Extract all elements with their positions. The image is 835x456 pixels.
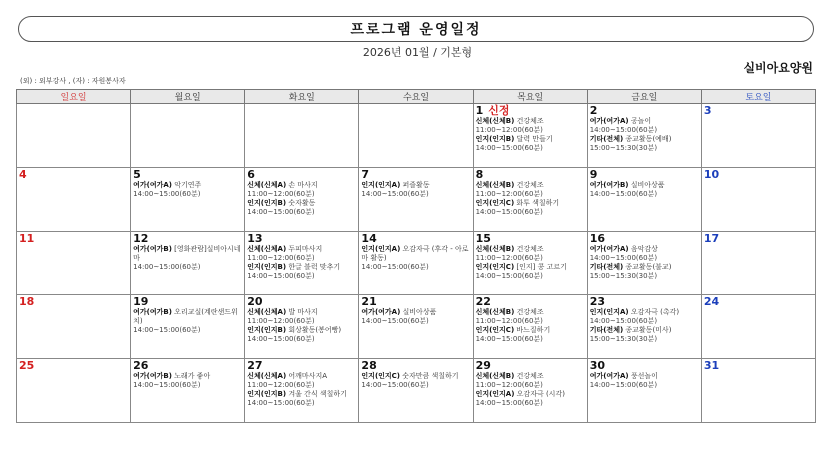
weekday-header: 화요일	[245, 90, 359, 104]
activity-name: 화투 색칠하기	[516, 198, 560, 207]
activity-category: 신체(신체B)	[475, 308, 515, 317]
activity-time: 15:00~15:30(30분)	[589, 271, 658, 280]
calendar-day-cell[interactable]	[587, 167, 701, 231]
activity-entry	[590, 245, 699, 263]
activity-category: 신체(신체B)	[475, 180, 515, 189]
weekday-header: 금요일	[587, 90, 701, 104]
calendar-day-cell[interactable]	[245, 359, 359, 423]
activity-entry	[133, 181, 242, 199]
day-number-text: 3	[703, 104, 712, 117]
calendar-day-cell[interactable]	[473, 295, 587, 359]
activity-category: 신체(신체B)	[475, 372, 515, 381]
activity-name: 풍선놀이	[630, 372, 658, 381]
calendar-day-cell[interactable]	[245, 295, 359, 359]
activity-category: 여가(여가B)	[133, 244, 172, 253]
day-number-text: 19	[133, 295, 149, 309]
activity-name: 발 마사지	[288, 308, 318, 317]
activity-time: 14:00~15:00(60분)	[133, 189, 201, 198]
activity-time: 11:00~12:00(60분)	[247, 189, 315, 198]
day-number	[133, 296, 242, 308]
activity-name: 손 마사지	[288, 180, 318, 189]
calendar-day-cell[interactable]	[701, 167, 815, 231]
calendar-week-row	[17, 231, 816, 295]
activity-category: 여가(여가B)	[589, 180, 629, 189]
activity-name: 건강체조	[516, 244, 544, 253]
activity-entry	[590, 181, 699, 199]
activity-time: 14:00~15:00(60분)	[247, 271, 315, 280]
activity-category: 여가(여가B)	[133, 372, 172, 381]
day-number-text: 30	[589, 359, 606, 373]
calendar-day-cell[interactable]	[131, 231, 245, 295]
activity-category: 신체(신체A)	[247, 372, 287, 381]
activity-entry	[590, 263, 699, 281]
calendar-day-cell[interactable]	[17, 231, 131, 295]
activity-entry	[476, 308, 585, 326]
activity-entry	[476, 390, 585, 408]
legend-note: (외) : 외부강사 , (자) : 자원봉사자	[20, 77, 126, 85]
activity-category: 신체(신체B)	[475, 117, 515, 125]
day-number	[133, 233, 242, 245]
calendar-day-cell[interactable]	[131, 295, 245, 359]
activity-name: 회상활동(봉어빵)	[288, 326, 342, 335]
calendar-day-cell[interactable]	[17, 359, 131, 423]
day-number	[704, 360, 813, 372]
activity-time: 14:00~15:00(60분)	[589, 381, 658, 390]
activity-name: 종교활동(미사)	[625, 326, 672, 335]
activity-name: 건강체조	[516, 372, 544, 381]
activity-entry	[476, 263, 585, 281]
activity-time: 11:00~12:00(60분)	[475, 317, 543, 326]
activity-name: 노래가 좋아	[174, 372, 211, 381]
activity-name: 퍼즐활동	[402, 180, 430, 189]
activity-category: 여가(여가B)	[133, 308, 172, 317]
activity-entry	[247, 390, 356, 408]
activity-name: 바느질하기	[516, 326, 551, 335]
calendar-week-row	[17, 104, 816, 168]
calendar-day-cell[interactable]	[359, 167, 473, 231]
activity-time: 11:00~12:00(60분)	[247, 253, 315, 262]
activity-category: 기타(전체)	[589, 326, 624, 335]
activity-category: 인지(인지C)	[475, 326, 515, 335]
calendar-day-cell[interactable]	[587, 104, 701, 168]
activity-time: 11:00~12:00(60분)	[475, 253, 543, 262]
day-number-text: 14	[361, 231, 377, 245]
activity-time: 15:00~15:30(30분)	[589, 144, 658, 152]
activity-time: 14:00~15:00(60분)	[475, 335, 543, 344]
activity-name: 달력 만들기	[516, 135, 553, 143]
day-number	[361, 296, 470, 308]
activity-time: 14:00~15:00(60분)	[475, 399, 543, 408]
activity-name: 숫자활동	[288, 198, 316, 207]
day-number-text: 21	[361, 295, 377, 309]
day-number-text: 31	[703, 359, 720, 373]
calendar-day-cell[interactable]	[701, 295, 815, 359]
day-number-text: 29	[475, 359, 491, 373]
calendar-day-cell[interactable]	[473, 167, 587, 231]
activity-time: 14:00~15:00(60분)	[361, 317, 429, 326]
page-subtitle: 2026년 01월 / 기본형	[362, 46, 473, 59]
activity-time: 11:00~12:00(60분)	[247, 381, 315, 390]
activity-time: 14:00~15:00(60분)	[361, 189, 429, 198]
activity-time: 14:00~15:00(60분)	[361, 381, 429, 390]
day-number-text: 4	[19, 167, 27, 181]
activity-entry	[247, 199, 356, 217]
activity-entry	[590, 135, 699, 153]
activity-time: 14:00~15:00(60분)	[589, 126, 658, 134]
day-number-text: 23	[589, 295, 606, 309]
activity-time: 11:00~12:00(60분)	[475, 126, 543, 134]
day-number	[590, 105, 699, 117]
activity-name: 실비아상품	[402, 308, 437, 317]
calendar-day-cell[interactable]	[359, 104, 473, 168]
activity-time: 14:00~15:00(60분)	[589, 253, 658, 262]
activity-time: 14:00~15:00(60분)	[361, 262, 429, 271]
calendar-day-cell[interactable]	[245, 104, 359, 168]
day-number-text: 10	[703, 167, 720, 181]
activity-category: 신체(신체A)	[247, 244, 287, 253]
day-number	[247, 296, 356, 308]
activity-name: 종교활동(불교)	[625, 262, 672, 271]
calendar-day-cell[interactable]	[587, 359, 701, 423]
activity-name: 오감자극 (촉각)	[630, 308, 680, 317]
activity-name: 오감자극 (후각 - 아로마 활동)	[361, 244, 469, 262]
calendar-day-cell[interactable]	[131, 104, 245, 168]
activity-entry	[133, 372, 242, 390]
activity-category: 인지(인지C)	[475, 198, 515, 207]
day-number	[361, 169, 470, 181]
day-number	[476, 169, 585, 181]
activity-entry	[476, 326, 585, 344]
activity-category: 여가(여가A)	[133, 180, 173, 189]
activity-time: 14:00~15:00(60분)	[247, 335, 315, 344]
calendar-week-row	[17, 359, 816, 423]
activity-category: 신체(신체B)	[475, 244, 515, 253]
calendar-day-cell[interactable]	[587, 295, 701, 359]
activity-category: 여가(여가A)	[361, 308, 401, 317]
activity-entry	[247, 326, 356, 344]
activity-time: 11:00~12:00(60분)	[475, 381, 543, 390]
activity-name: 건강체조	[516, 308, 544, 317]
weekday-header: 토요일	[701, 90, 815, 104]
calendar-day-cell[interactable]	[359, 231, 473, 295]
calendar-day-cell[interactable]	[359, 295, 473, 359]
day-number-text: 20	[247, 295, 263, 309]
activity-entry	[361, 181, 470, 199]
day-number-text: 1	[475, 104, 484, 117]
activity-entry	[476, 135, 585, 153]
day-number	[704, 105, 813, 117]
calendar-day-cell[interactable]	[473, 104, 587, 168]
weekday-header: 월요일	[131, 90, 245, 104]
activity-category: 인지(인지B)	[247, 390, 287, 399]
day-number	[19, 169, 128, 181]
day-number-text: 26	[133, 359, 149, 373]
day-number	[19, 296, 128, 308]
activity-time: 14:00~15:00(60분)	[133, 262, 201, 271]
day-number	[476, 360, 585, 372]
activity-category: 여가(여가A)	[589, 117, 629, 125]
activity-category: 인지(인지C)	[475, 262, 515, 271]
day-number-text: 13	[247, 231, 263, 245]
activity-entry	[590, 326, 699, 344]
activity-time: 11:00~12:00(60분)	[475, 189, 543, 198]
activity-name: 건강체조	[516, 180, 544, 189]
day-number	[704, 233, 813, 245]
day-number	[704, 169, 813, 181]
day-number-text: 12	[133, 231, 149, 245]
calendar-week-row	[17, 295, 816, 359]
activity-time: 11:00~12:00(60분)	[247, 317, 315, 326]
day-number-text: 7	[361, 167, 370, 181]
activity-category: 신체(신체A)	[247, 180, 287, 189]
day-number	[590, 360, 699, 372]
calendar-day-cell[interactable]	[131, 167, 245, 231]
day-number-text: 18	[19, 295, 35, 309]
day-number	[247, 233, 356, 245]
day-number-text: 2	[589, 104, 598, 117]
calendar-day-cell[interactable]	[473, 231, 587, 295]
calendar-day-cell[interactable]	[245, 231, 359, 295]
activity-entry	[361, 372, 470, 390]
activity-name: 한글 블럭 맞추기	[288, 262, 341, 271]
organization-name: 실비아요양원	[743, 61, 813, 75]
day-number-text: 9	[589, 167, 598, 181]
calendar-day-cell[interactable]	[17, 167, 131, 231]
day-number	[133, 169, 242, 181]
day-number-text: 22	[475, 295, 491, 309]
day-number-text: 11	[19, 231, 35, 245]
calendar-day-cell[interactable]	[701, 359, 815, 423]
day-number	[361, 233, 470, 245]
activity-category: 인지(인지C)	[361, 372, 401, 381]
day-number	[476, 105, 585, 117]
activity-entry	[476, 372, 585, 390]
day-number	[19, 360, 128, 372]
activity-name: 숫자만큼 색칠하기	[402, 372, 459, 381]
activity-name: 어깨마사지A	[288, 372, 327, 381]
activity-entry	[133, 308, 242, 335]
activity-category: 인지(인지B)	[247, 198, 287, 207]
weekday-header: 일요일	[17, 90, 131, 104]
calendar-day-cell[interactable]	[131, 359, 245, 423]
day-number	[247, 360, 356, 372]
day-number-text: 6	[247, 167, 255, 181]
activity-category: 기타(전체)	[589, 135, 624, 143]
activity-name: [영화관람]실비아시네마	[133, 244, 241, 262]
activity-name: 오감자극 (시각)	[516, 390, 565, 399]
day-number-text: 16	[589, 231, 606, 245]
activity-time: 14:00~15:00(60분)	[133, 381, 201, 390]
activity-name: 종교활동(예배)	[625, 135, 672, 143]
activity-entry	[590, 117, 699, 135]
activity-category: 인지(인지A)	[589, 308, 629, 317]
activity-time: 14:00~15:00(60분)	[589, 189, 658, 198]
calendar-week-row	[17, 167, 816, 231]
day-number-text: 15	[475, 231, 491, 245]
calendar-day-cell[interactable]	[701, 231, 815, 295]
activity-time: 14:00~15:00(60분)	[247, 399, 315, 408]
activity-entry	[476, 181, 585, 199]
page-title: 프로그램 운영일정	[18, 16, 814, 42]
calendar-day-cell[interactable]	[245, 167, 359, 231]
activity-name: 겨울 간식 색칠하기	[288, 390, 347, 399]
weekday-header-row	[17, 90, 816, 104]
activity-name: 오리교실(계란샌드위치)	[133, 308, 238, 326]
activity-category: 여가(여가A)	[589, 372, 629, 381]
day-number-text: 24	[703, 295, 720, 309]
day-number-text: 25	[19, 359, 35, 373]
day-number	[590, 296, 699, 308]
day-number-text: 17	[703, 231, 720, 245]
activity-name: 공놀이	[630, 117, 652, 125]
calendar-body	[17, 104, 816, 423]
activity-time: 14:00~15:00(60분)	[475, 271, 543, 280]
day-number-text: 5	[133, 167, 141, 181]
activity-entry	[476, 199, 585, 217]
calendar-day-cell[interactable]	[473, 359, 587, 423]
activity-category: 여가(여가A)	[589, 244, 629, 253]
calendar-table	[16, 89, 816, 423]
activity-time: 14:00~15:00(60분)	[475, 144, 543, 152]
calendar-day-cell[interactable]	[587, 231, 701, 295]
activity-entry	[133, 245, 242, 272]
day-number-text: 28	[361, 359, 377, 373]
day-number	[476, 233, 585, 245]
activity-category: 인지(인지A)	[475, 390, 515, 399]
activity-name: [인지] 콩 고르기	[516, 262, 567, 271]
calendar-day-cell[interactable]	[17, 104, 131, 168]
activity-category: 인지(인지A)	[361, 244, 401, 253]
activity-entry	[590, 308, 699, 326]
activity-entry	[247, 263, 356, 281]
day-number	[19, 233, 128, 245]
day-number	[590, 233, 699, 245]
day-number	[590, 169, 699, 181]
activity-name: 실비아상품	[630, 180, 665, 189]
calendar-day-cell[interactable]	[701, 104, 815, 168]
activity-time: 14:00~15:00(60분)	[133, 326, 201, 335]
activity-name: 건강체조	[516, 117, 544, 125]
activity-entry	[476, 245, 585, 263]
activity-entry	[361, 308, 470, 326]
activity-category: 인지(인지A)	[361, 180, 401, 189]
activity-entry	[247, 181, 356, 199]
day-number-text: 8	[475, 167, 484, 181]
activity-name: 악기연주	[174, 180, 202, 189]
day-number	[361, 360, 470, 372]
activity-category: 인지(인지B)	[247, 262, 287, 271]
activity-category: 인지(인지B)	[247, 326, 287, 335]
activity-entry	[247, 308, 356, 326]
weekday-header: 수요일	[359, 90, 473, 104]
activity-time: 14:00~15:00(60분)	[247, 207, 315, 216]
day-number	[476, 296, 585, 308]
activity-time: 15:00~15:30(30분)	[589, 335, 658, 344]
weekday-header: 목요일	[473, 90, 587, 104]
day-number	[133, 360, 242, 372]
activity-entry	[247, 372, 356, 390]
activity-category: 신체(신체A)	[247, 308, 287, 317]
activity-name: 음악감상	[630, 244, 658, 253]
activity-time: 14:00~15:00(60분)	[475, 207, 543, 216]
activity-entry	[590, 372, 699, 390]
activity-category: 인지(인지B)	[475, 135, 515, 143]
day-number	[247, 169, 356, 181]
activity-entry	[247, 245, 356, 263]
activity-entry	[476, 117, 585, 135]
holiday-label: 신정	[488, 104, 510, 117]
activity-category: 기타(전체)	[589, 262, 624, 271]
calendar-day-cell[interactable]	[17, 295, 131, 359]
calendar-day-cell[interactable]	[359, 359, 473, 423]
activity-entry	[361, 245, 470, 272]
day-number-text: 27	[247, 359, 263, 373]
activity-name: 두피마사지	[288, 244, 323, 253]
day-number	[704, 296, 813, 308]
activity-time: 14:00~15:00(60분)	[589, 317, 658, 326]
